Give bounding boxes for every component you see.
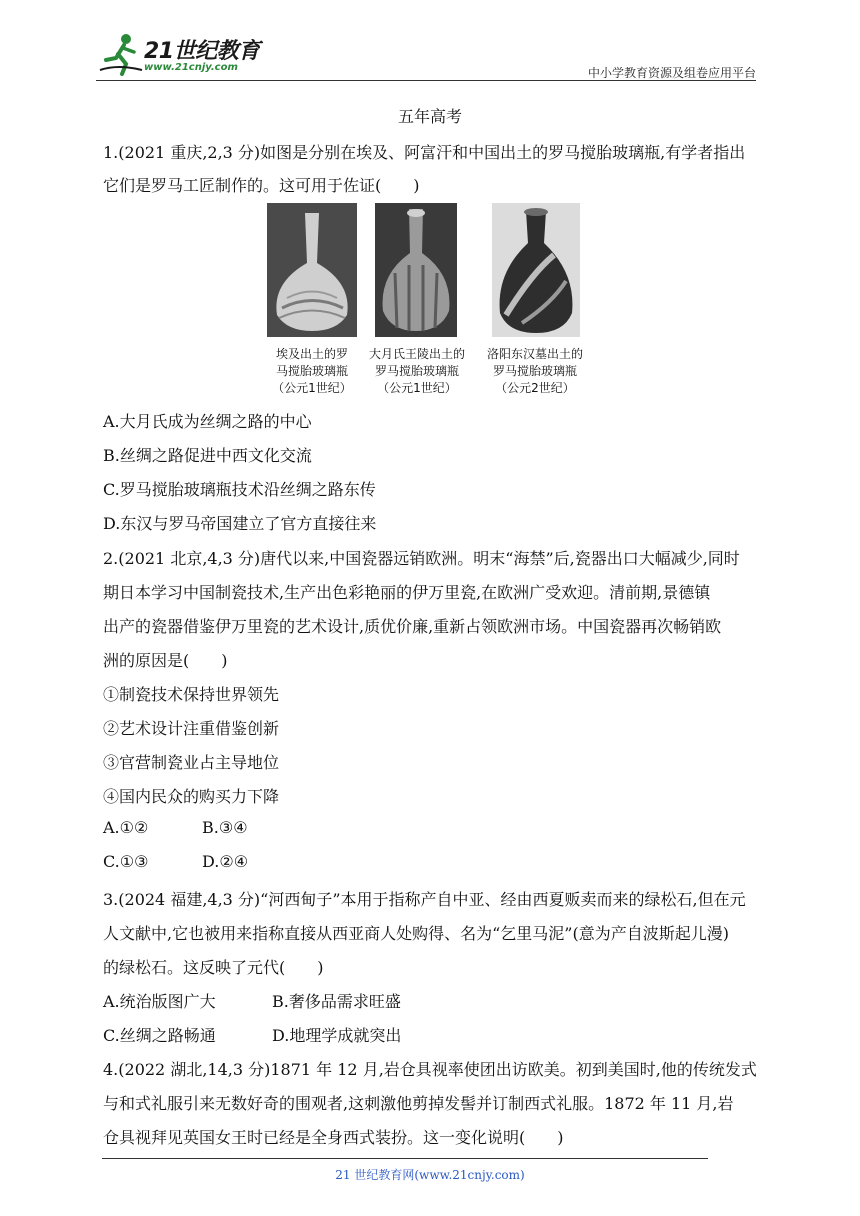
q3-stem-line-3: 的绿松石。这反映了元代( ): [103, 958, 324, 977]
q2-stem-line-4: 洲的原因是( ): [103, 651, 228, 670]
q3-option-c[interactable]: C.丝绸之路畅通: [103, 1026, 216, 1045]
q2-item-2: ②艺术设计注重借鉴创新: [103, 719, 280, 738]
q1-stem-line-1: 1.(2021 重庆,2,3 分)如图是分别在埃及、阿富汗和中国出土的罗马搅胎玻璃瓶,有学者指出: [103, 143, 746, 162]
header-divider: [96, 80, 756, 81]
q2-option-d[interactable]: D.②④: [202, 852, 249, 871]
q1-option-a[interactable]: A.大月氏成为丝绸之路的中心: [103, 412, 312, 431]
glass-bottle-photo-yuezhi: [375, 203, 457, 337]
q3-stem-line-2: 人文献中,它也被用来指称直接从西亚商人处购得、名为“乞里马泥”(意为产自波斯起儿漫): [103, 924, 729, 943]
q4-stem-line-2: 与和式礼服引来无数好奇的围观者,这刺激他剪掉发髻并订制西式礼服。1872 年 11 月,岩: [103, 1094, 734, 1113]
q2-item-1: ①制瓷技术保持世界领先: [103, 685, 280, 704]
q1-stem-line-2: 它们是罗马工匠制作的。这可用于佐证( ): [103, 176, 420, 195]
caption-yuezhi: 大月氏王陵出土的 罗马搅胎玻璃瓶 （公元1世纪）: [368, 347, 465, 395]
caption-luoyang: 洛阳东汉墓出土的 罗马搅胎玻璃瓶 （公元2世纪）: [486, 347, 583, 395]
q3-option-d[interactable]: D.地理学成就突出: [272, 1026, 402, 1045]
q2-stem-line-1: 2.(2021 北京,4,3 分)唐代以来,中国瓷器远销欧洲。明末“海禁”后,瓷器出口大幅减少,同时: [103, 549, 740, 568]
q1-figure: [267, 203, 597, 399]
q4-stem-line-3: 仓具视拜见英国女王时已经是全身西式装扮。这一变化说明( ): [103, 1128, 564, 1147]
glass-bottle-photo-luoyang: [492, 203, 580, 337]
q1-option-c[interactable]: C.罗马搅胎玻璃瓶技术沿丝绸之路东传: [103, 480, 376, 499]
footer-divider: [102, 1158, 708, 1159]
footer-link[interactable]: 21 世纪教育网(www.21cnjy.com): [335, 1168, 525, 1182]
page-header: [96, 30, 756, 80]
q2-option-b[interactable]: B.③④: [202, 818, 248, 837]
q4-stem-line-1: 4.(2022 湖北,14,3 分)1871 年 12 月,岩仓具视率使团出访欧美。初到美国时,他的传统发式: [103, 1060, 757, 1079]
logo-text: 21世纪教育: [144, 39, 260, 64]
site-logo[interactable]: [96, 30, 266, 78]
section-title: 五年高考: [397, 107, 462, 126]
q2-option-a[interactable]: A.①②: [103, 818, 149, 837]
q2-stem-line-3: 出产的瓷器借鉴伊万里瓷的艺术设计,质优价廉,重新占领欧洲市场。中国瓷器再次畅销欧: [103, 617, 722, 636]
logo-url: www.21cnjy.com: [144, 62, 238, 73]
q2-item-4: ④国内民众的购买力下降: [103, 787, 280, 806]
q2-item-3: ③官营制瓷业占主导地位: [103, 753, 280, 772]
runner-logo-icon: [96, 30, 144, 78]
q1-option-b[interactable]: B.丝绸之路促进中西文化交流: [103, 446, 312, 465]
q2-stem-line-2: 期日本学习中国制瓷技术,生产出色彩艳丽的伊万里瓷,在欧洲广受欢迎。清前期,景德镇: [103, 583, 711, 602]
q3-option-b[interactable]: B.奢侈品需求旺盛: [272, 992, 401, 1011]
q1-option-d[interactable]: D.东汉与罗马帝国建立了官方直接往来: [103, 514, 377, 533]
q2-option-c[interactable]: C.①③: [103, 852, 149, 871]
q3-stem-line-1: 3.(2024 福建,4,3 分)“河西甸子”本用于指称产自中亚、经由西夏贩卖而来的绿松石,但在元: [103, 890, 746, 909]
q3-option-a[interactable]: A.统治版图广大: [103, 992, 216, 1011]
caption-egypt: 埃及出土的罗 马搅胎玻璃瓶 （公元1世纪）: [272, 347, 352, 395]
platform-name: 中小学教育资源及组卷应用平台: [587, 66, 756, 80]
glass-bottle-photo-egypt: [267, 203, 357, 337]
